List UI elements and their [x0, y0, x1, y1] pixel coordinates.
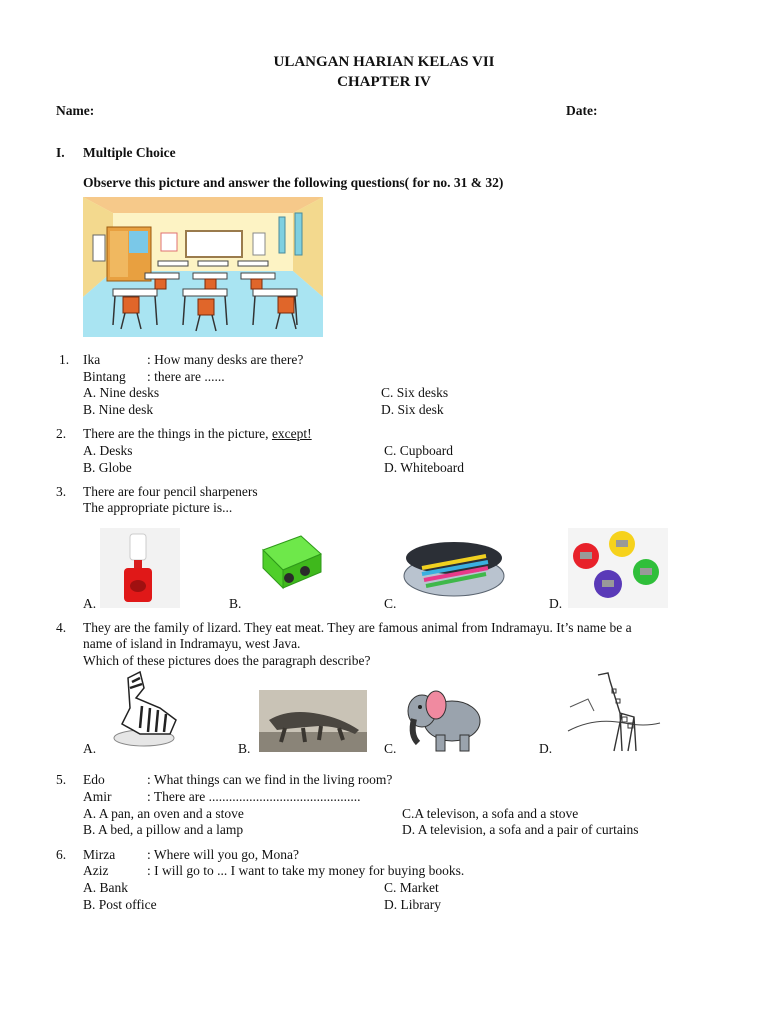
q6-line2: : I will go to ... I want to take my money for buying books. [147, 863, 465, 878]
q2-option-d: D. Whiteboard [384, 460, 464, 475]
q3-option-c: C. [384, 596, 397, 611]
q1-line1: : How many desks are there? [147, 352, 304, 367]
q1-speaker1: Ika [83, 352, 101, 367]
zebra-image [100, 668, 186, 750]
q3-line1: There are four pencil sharpeners [83, 484, 258, 499]
q4-line2: name of island in Indramayu, west Java. [83, 636, 301, 651]
q1-number: 1. [59, 352, 70, 367]
q1-line2: : there are ...... [147, 369, 225, 384]
q2-text: There are the things in the picture, except! [83, 426, 312, 441]
q1-option-c: C. Six desks [381, 385, 449, 400]
pencil-case-image [400, 528, 508, 604]
four-sharpeners-image [568, 528, 668, 608]
q1-speaker2: Bintang [83, 369, 126, 384]
q4-line3: Which of these pictures does the paragraph describe? [83, 653, 371, 668]
q2-option-c: C. Cupboard [384, 443, 453, 458]
q1-option-d: D. Six desk [381, 402, 444, 417]
q4-option-a: A. [83, 741, 97, 756]
section-number: I. [56, 145, 65, 160]
q4-number: 4. [56, 620, 67, 635]
q6-speaker1: Mirza [83, 847, 116, 862]
q3-option-b: B. [229, 596, 242, 611]
q5-option-c: C.A televison, a sofa and a stove [402, 806, 579, 821]
q5-line1: : What things can we find in the living room? [147, 772, 393, 787]
q2-emphasis: except! [271, 426, 312, 441]
q1-option-a: A. Nine desks [83, 385, 160, 400]
q4-option-d: D. [539, 741, 553, 756]
giraffe-image [564, 667, 662, 755]
q6-number: 6. [56, 847, 67, 862]
worksheet-title: ULANGAN HARIAN KELAS VII [273, 54, 495, 70]
q2-option-b: B. Globe [83, 460, 132, 475]
q6-speaker2: Aziz [83, 863, 109, 878]
q5-number: 5. [56, 772, 67, 787]
elephant-image [402, 683, 490, 755]
q5-option-a: A. A pan, an oven and a stove [83, 806, 244, 821]
chapter-title: CHAPTER IV [337, 74, 431, 90]
q3-option-d: D. [549, 596, 563, 611]
section-title: Multiple Choice [83, 145, 176, 160]
q6-option-a: A. Bank [83, 880, 128, 895]
q6-option-c: C. Market [384, 880, 439, 895]
q5-option-d: D. A television, a sofa and a pair of curtains [402, 822, 639, 837]
q4-line1: They are the family of lizard. They eat meat. They are famous animal from Indramayu. It’s name be a [83, 620, 632, 635]
q5-speaker2: Amir [83, 789, 112, 804]
name-label: Name: [56, 103, 95, 118]
q3-number: 3. [56, 484, 67, 499]
q1-option-b: B. Nine desk [83, 402, 154, 417]
green-sharpener-image [255, 528, 327, 594]
red-sharpener-image [100, 528, 180, 608]
q6-option-b: B. Post office [83, 897, 157, 912]
classroom-illustration [83, 197, 323, 337]
q5-speaker1: Edo [83, 772, 105, 787]
komodo-dragon-image [259, 690, 367, 752]
q5-option-b: B. A bed, a pillow and a lamp [83, 822, 244, 837]
q2-number: 2. [56, 426, 67, 441]
q6-option-d: D. Library [384, 897, 441, 912]
q4-option-c: C. [384, 741, 397, 756]
q2-option-a: A. Desks [83, 443, 133, 458]
section-instruction: Observe this picture and answer the following questions( for no. 31 & 32) [83, 175, 504, 190]
q5-line2: : There are ............................................. [147, 789, 361, 804]
q3-line2: The appropriate picture is... [83, 500, 233, 515]
date-label: Date: [566, 103, 598, 118]
q3-option-a: A. [83, 596, 97, 611]
q6-line1: : Where will you go, Mona? [147, 847, 299, 862]
q4-option-b: B. [238, 741, 251, 756]
